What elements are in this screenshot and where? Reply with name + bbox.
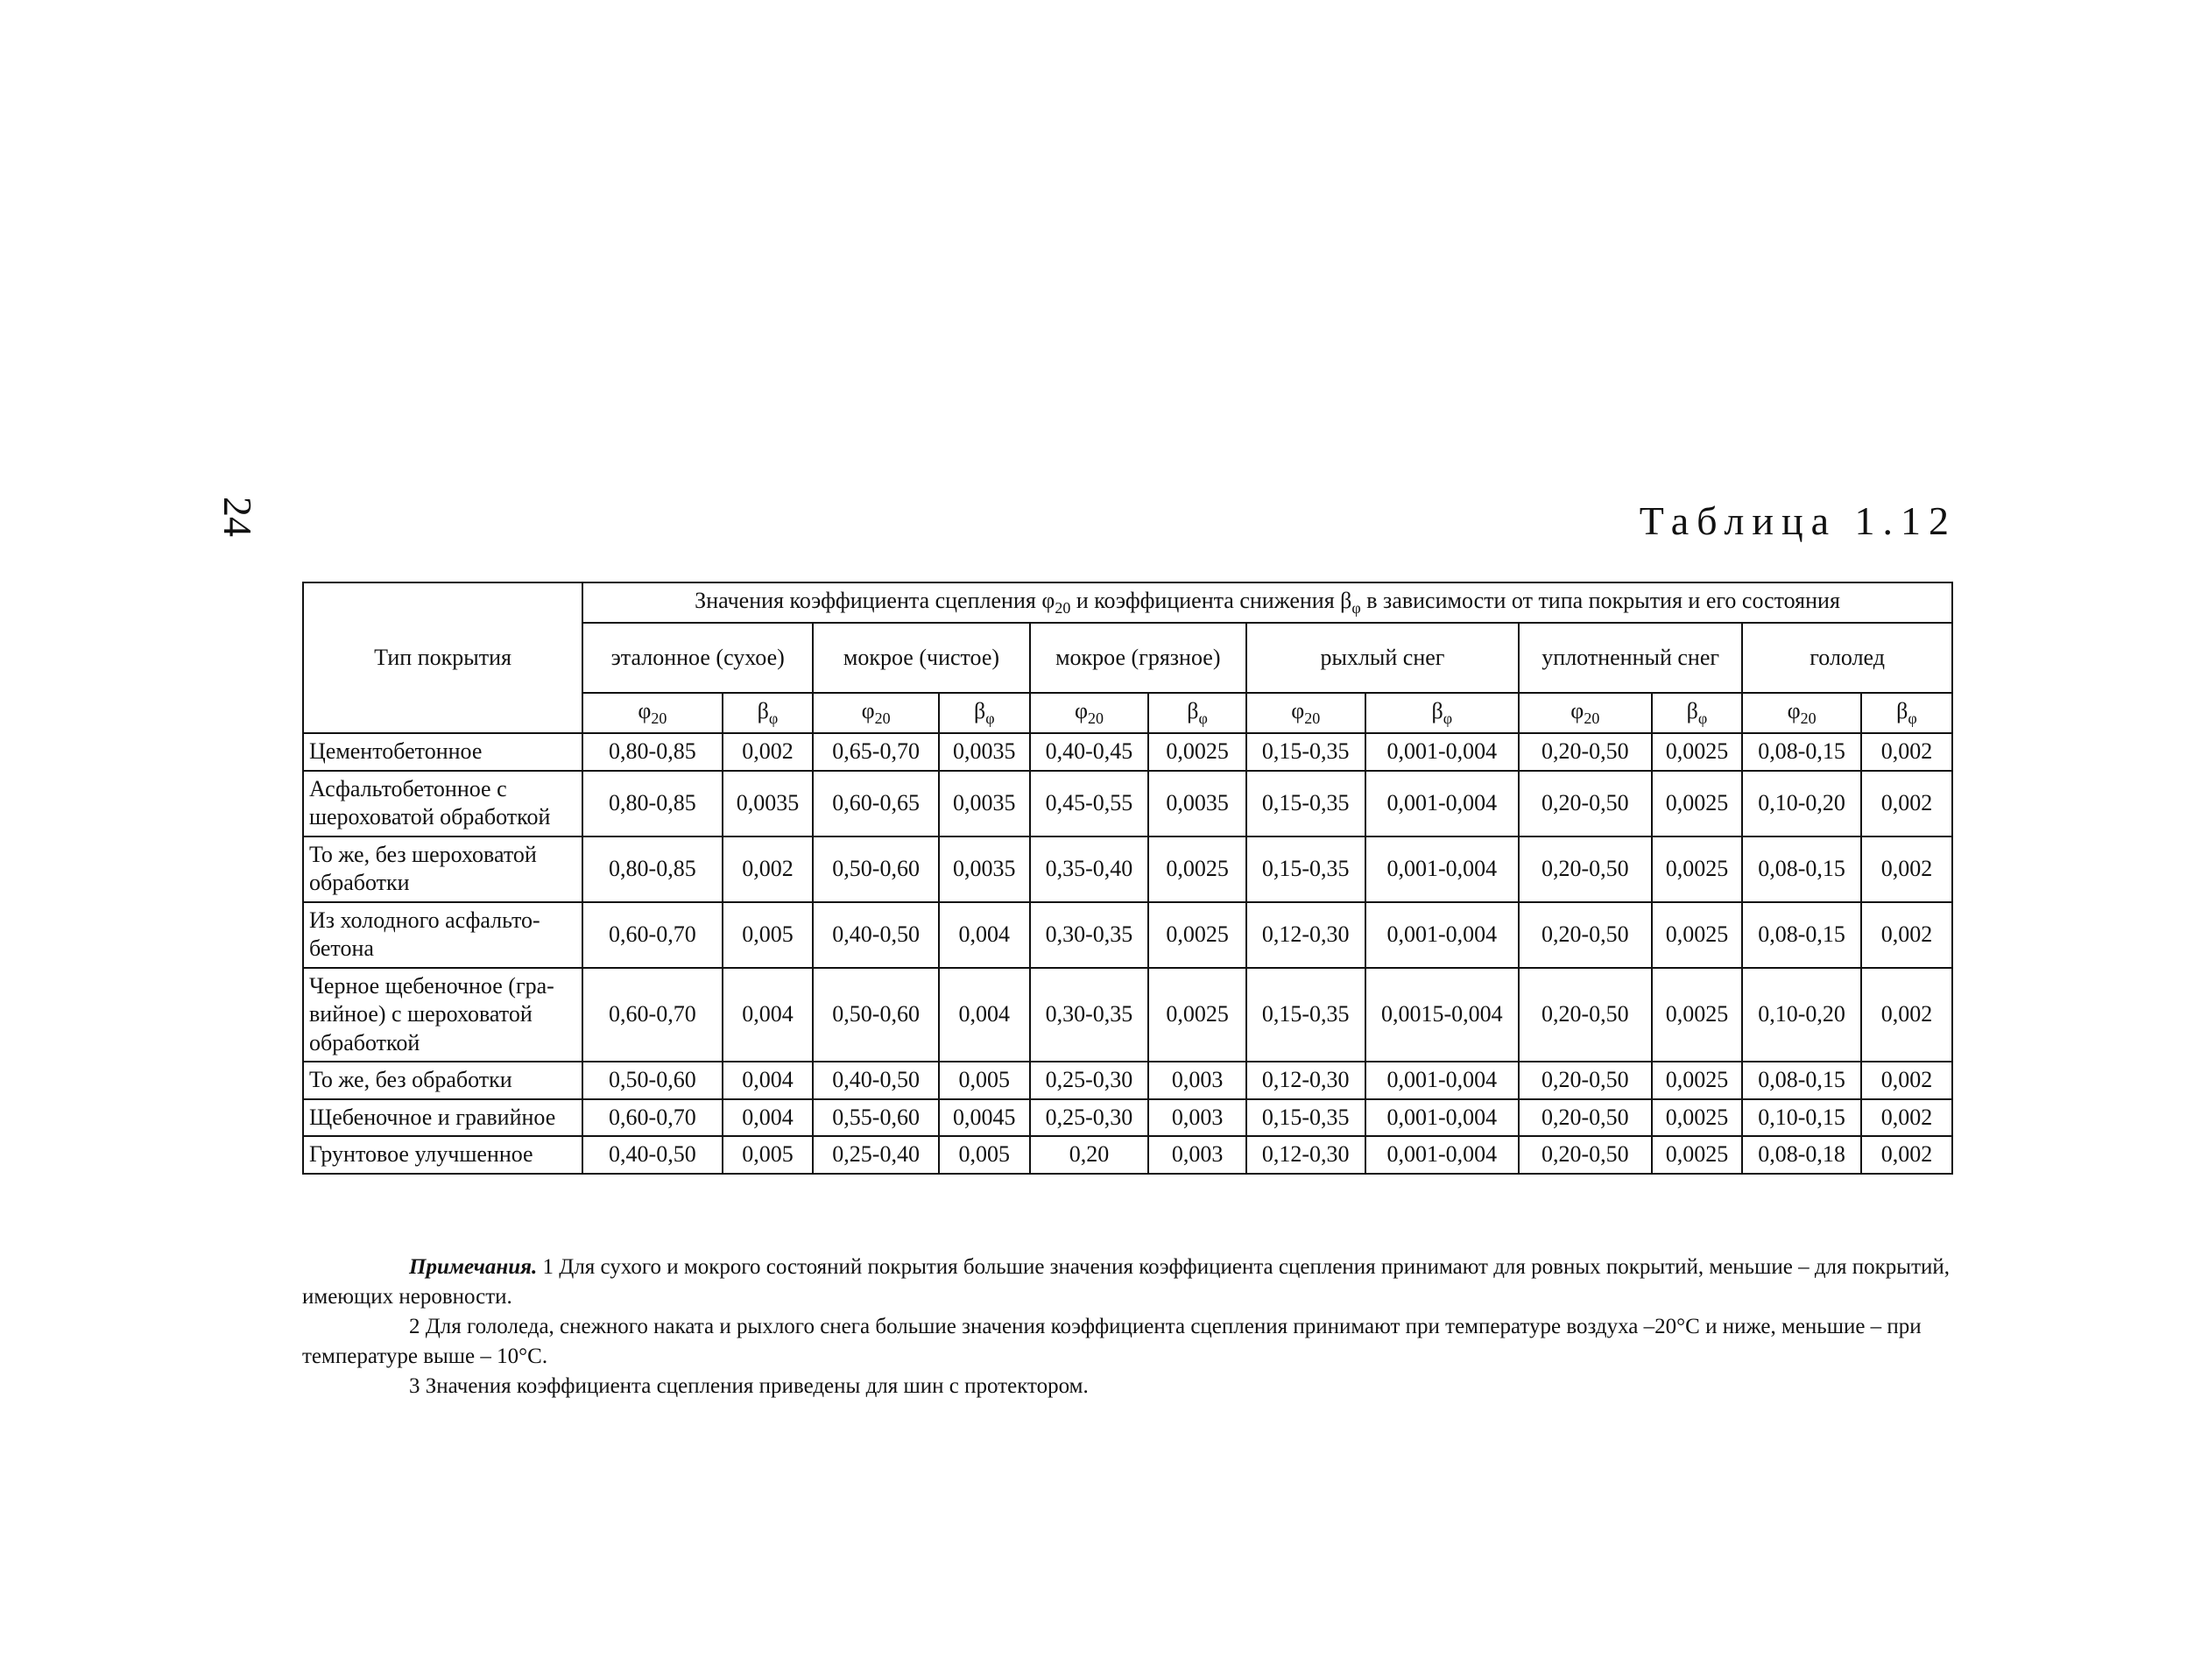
phi-value-cell: 0,60-0,70	[582, 968, 723, 1062]
phi-value-cell: 0,08-0,15	[1742, 733, 1861, 771]
cover-type-cell: Щебеночное и гравийное	[303, 1099, 582, 1137]
note-1: Примечания. 1 Для сухого и мокрого состояний покрытия большие значения коэффициента сцепления принимают для ровных покрытий, меньшие – для покрытий, имеющих неровности.	[302, 1255, 1951, 1309]
notes	[302, 1253, 1953, 1401]
beta-value-cell: 0,004	[723, 1062, 814, 1099]
phi-value-cell: 0,65-0,70	[813, 733, 939, 771]
beta-value-cell: 0,0025	[1652, 1062, 1743, 1099]
beta-value-cell: 0,001-0,004	[1365, 836, 1520, 902]
phi-symbol-header: $\varphi_{20}$	[813, 693, 939, 733]
phi-value-cell: 0,12-0,30	[1246, 1062, 1365, 1099]
beta-value-cell: 0,0035	[1148, 771, 1246, 836]
phi-value-cell: 0,15-0,35	[1246, 733, 1365, 771]
phi-value-cell: 0,15-0,35	[1246, 968, 1365, 1062]
beta-value-cell: 0,001-0,004	[1365, 1062, 1520, 1099]
phi-value-cell: 0,35-0,40	[1030, 836, 1149, 902]
table-row	[303, 902, 1952, 968]
beta-value-cell: 0,001-0,004	[1365, 1099, 1520, 1137]
phi-value-cell: 0,80-0,85	[582, 836, 723, 902]
phi-value-cell: 0,50-0,60	[813, 836, 939, 902]
phi-symbol-header: $\varphi_{20}$	[1519, 693, 1652, 733]
condition-header: мокрое (грязное)	[1030, 623, 1246, 693]
table-row	[303, 1136, 1952, 1174]
beta-value-cell: 0,001-0,004	[1365, 902, 1520, 968]
beta-symbol-header: $\beta_\varphi$	[1652, 693, 1743, 733]
phi-value-cell: 0,10-0,20	[1742, 968, 1861, 1062]
beta-value-cell: 0,002	[1861, 968, 1952, 1062]
beta-value-cell: 0,002	[1861, 1099, 1952, 1137]
table-row	[303, 771, 1952, 836]
beta-value-cell: 0,003	[1148, 1062, 1246, 1099]
beta-symbol-header: $\beta_\varphi$	[939, 693, 1030, 733]
beta-value-cell: 0,004	[723, 1099, 814, 1137]
beta-value-cell: 0,005	[939, 1136, 1030, 1174]
beta-value-cell: 0,004	[939, 902, 1030, 968]
beta-value-cell: 0,002	[1861, 1062, 1952, 1099]
phi-value-cell: 0,20-0,50	[1519, 1136, 1652, 1174]
phi-value-cell: 0,50-0,60	[813, 968, 939, 1062]
phi-value-cell: 0,40-0,50	[582, 1136, 723, 1174]
phi-value-cell: 0,20-0,50	[1519, 1062, 1652, 1099]
phi-value-cell: 0,08-0,15	[1742, 902, 1861, 968]
phi-value-cell: 0,45-0,55	[1030, 771, 1149, 836]
beta-value-cell: 0,004	[939, 968, 1030, 1062]
cover-type-cell: То же, без шероховатой обработки	[303, 836, 582, 902]
beta-value-cell: 0,005	[723, 902, 814, 968]
table-row	[303, 1099, 1952, 1137]
condition-header: уплотненный снег	[1519, 623, 1742, 693]
page-number: 24	[215, 497, 260, 537]
table-row	[303, 836, 1952, 902]
beta-symbol-header: $\beta_\varphi$	[1148, 693, 1246, 733]
phi-value-cell: 0,20-0,50	[1519, 836, 1652, 902]
beta-value-cell: 0,0035	[939, 836, 1030, 902]
cover-type-cell: Черное щебеночное (гра-вийное) с шероховатой обработкой	[303, 968, 582, 1062]
beta-value-cell: 0,0035	[723, 771, 814, 836]
beta-value-cell: 0,001-0,004	[1365, 771, 1520, 836]
cover-type-cell: Грунтовое улучшенное	[303, 1136, 582, 1174]
beta-value-cell: 0,0025	[1652, 1099, 1743, 1137]
phi-value-cell: 0,25-0,40	[813, 1136, 939, 1174]
beta-value-cell: 0,001-0,004	[1365, 1136, 1520, 1174]
condition-header: мокрое (чистое)	[813, 623, 1029, 693]
beta-value-cell: 0,002	[723, 836, 814, 902]
beta-value-cell: 0,0025	[1148, 733, 1246, 771]
beta-value-cell: 0,002	[1861, 733, 1952, 771]
phi-value-cell: 0,30-0,35	[1030, 902, 1149, 968]
phi-value-cell: 0,08-0,15	[1742, 836, 1861, 902]
beta-value-cell: 0,004	[723, 968, 814, 1062]
beta-symbol-header: $\beta_\varphi$	[723, 693, 814, 733]
phi-value-cell: 0,25-0,30	[1030, 1062, 1149, 1099]
type-header: Тип покрытия	[303, 582, 582, 733]
beta-value-cell: 0,0025	[1652, 1136, 1743, 1174]
cover-type-cell: То же, без обработки	[303, 1062, 582, 1099]
phi-value-cell: 0,15-0,35	[1246, 1099, 1365, 1137]
beta-value-cell: 0,0025	[1652, 902, 1743, 968]
beta-value-cell: 0,0035	[939, 771, 1030, 836]
phi-value-cell: 0,20-0,50	[1519, 733, 1652, 771]
beta-value-cell: 0,0025	[1148, 836, 1246, 902]
phi-value-cell: 0,40-0,50	[813, 1062, 939, 1099]
beta-value-cell: 0,0015-0,004	[1365, 968, 1520, 1062]
beta-value-cell: 0,002	[1861, 836, 1952, 902]
table-row	[303, 733, 1952, 771]
beta-value-cell: 0,003	[1148, 1099, 1246, 1137]
beta-value-cell: 0,001-0,004	[1365, 733, 1520, 771]
phi-value-cell: 0,40-0,45	[1030, 733, 1149, 771]
phi-symbol-header: $\varphi_{20}$	[1742, 693, 1861, 733]
phi-value-cell: 0,50-0,60	[582, 1062, 723, 1099]
phi-value-cell: 0,80-0,85	[582, 733, 723, 771]
phi-value-cell: 0,10-0,20	[1742, 771, 1861, 836]
cover-type-cell: Асфальтобетонное с шероховатой обработкой	[303, 771, 582, 836]
phi-value-cell: 0,15-0,35	[1246, 836, 1365, 902]
notes-heading: Примечания.	[409, 1255, 538, 1279]
phi-value-cell: 0,20-0,50	[1519, 771, 1652, 836]
table-row	[303, 1062, 1952, 1099]
cover-type-cell: Из холодного асфальто-бетона	[303, 902, 582, 968]
phi-value-cell: 0,55-0,60	[813, 1099, 939, 1137]
beta-value-cell: 0,002	[1861, 1136, 1952, 1174]
phi-value-cell: 0,08-0,15	[1742, 1062, 1861, 1099]
beta-value-cell: 0,002	[1861, 902, 1952, 968]
beta-value-cell: 0,0025	[1652, 771, 1743, 836]
phi-symbol-header: $\varphi_{20}$	[1246, 693, 1365, 733]
phi-value-cell: 0,60-0,70	[582, 1099, 723, 1137]
note-2: 2 Для гололеда, снежного наката и рыхлого снега большие значения коэффициента сцепления принимают при температуре воздуха –20°С и ниже, меньшие – при температуре выше – 10°С.	[302, 1315, 1922, 1368]
beta-value-cell: 0,005	[723, 1136, 814, 1174]
beta-value-cell: 0,0035	[939, 733, 1030, 771]
table-row	[303, 968, 1952, 1062]
phi-value-cell: 0,60-0,70	[582, 902, 723, 968]
phi-value-cell: 0,60-0,65	[813, 771, 939, 836]
phi-value-cell: 0,12-0,30	[1246, 902, 1365, 968]
phi-symbol-header: $\varphi_{20}$	[582, 693, 723, 733]
phi-value-cell: 0,15-0,35	[1246, 771, 1365, 836]
phi-value-cell: 0,40-0,50	[813, 902, 939, 968]
coefficient-table	[302, 582, 1953, 1175]
phi-value-cell: 0,25-0,30	[1030, 1099, 1149, 1137]
phi-value-cell: 0,12-0,30	[1246, 1136, 1365, 1174]
phi-value-cell: 0,80-0,85	[582, 771, 723, 836]
phi-symbol-header: $\varphi_{20}$	[1030, 693, 1149, 733]
beta-value-cell: 0,0025	[1652, 733, 1743, 771]
beta-value-cell: 0,005	[939, 1062, 1030, 1099]
beta-value-cell: 0,002	[1861, 771, 1952, 836]
beta-value-cell: 0,003	[1148, 1136, 1246, 1174]
condition-header: гололед	[1742, 623, 1952, 693]
beta-symbol-header: $\beta_\varphi$	[1365, 693, 1520, 733]
phi-value-cell: 0,30-0,35	[1030, 968, 1149, 1062]
beta-value-cell: 0,0045	[939, 1099, 1030, 1137]
beta-value-cell: 0,002	[723, 733, 814, 771]
phi-value-cell: 0,08-0,18	[1742, 1136, 1861, 1174]
beta-value-cell: 0,0025	[1652, 836, 1743, 902]
main-header: Значения коэффициента сцепления $\varphi_{20}$ и коэффициента снижения $\beta_\varphi$ в зависимости от типа покрытия и его состояния	[582, 582, 1952, 623]
phi-value-cell: 0,20-0,50	[1519, 902, 1652, 968]
condition-header: эталонное (сухое)	[582, 623, 813, 693]
beta-value-cell: 0,0025	[1652, 968, 1743, 1062]
phi-value-cell: 0,20-0,50	[1519, 968, 1652, 1062]
beta-value-cell: 0,0025	[1148, 902, 1246, 968]
condition-header: рыхлый снег	[1246, 623, 1519, 693]
note-3: 3 Значения коэффициента сцепления приведены для шин с протектором.	[409, 1374, 1089, 1398]
phi-value-cell: 0,20	[1030, 1136, 1149, 1174]
phi-value-cell: 0,10-0,15	[1742, 1099, 1861, 1137]
table-title: Таблица 1.12	[1639, 498, 1957, 543]
beta-value-cell: 0,0025	[1148, 968, 1246, 1062]
beta-symbol-header: $\beta_\varphi$	[1861, 693, 1952, 733]
cover-type-cell: Цементобетонное	[303, 733, 582, 771]
phi-value-cell: 0,20-0,50	[1519, 1099, 1652, 1137]
